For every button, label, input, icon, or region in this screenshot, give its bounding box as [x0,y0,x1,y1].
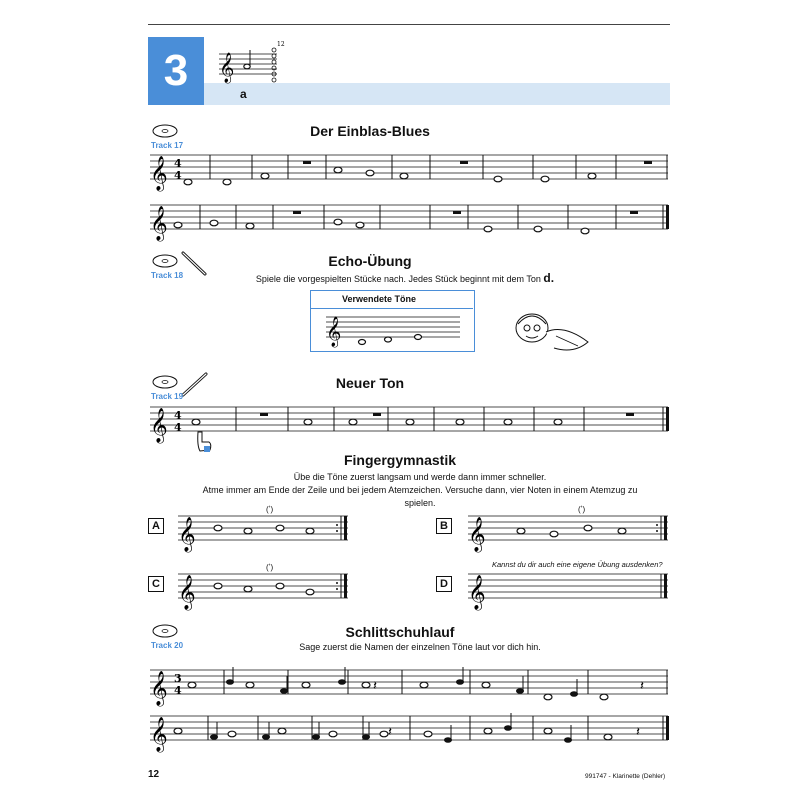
cd-icon [150,622,180,640]
svg-text:𝄞: 𝄞 [150,671,168,706]
staff-schlitt [148,660,672,760]
catalog-number: 991747 - Klarinette (Dehler) [585,773,666,780]
exercise-d-question: Kannst du dir auch eine eigene Übung ausdenken? [492,560,663,569]
svg-text:4: 4 [174,421,182,434]
svg-text:4: 4 [174,157,182,170]
svg-text:𝄞: 𝄞 [150,156,168,191]
svg-text:4: 4 [174,684,182,697]
chapter-new-note: a [240,87,247,101]
pointing-hand-icon [194,430,214,454]
svg-text:𝄽: 𝄽 [640,679,644,694]
used-tones-staff [324,312,464,348]
svg-text:𝄽: 𝄽 [388,725,392,740]
staff-exercise-c [176,568,352,608]
svg-text:𝄞: 𝄞 [150,408,168,443]
finger-instruction-2: Atme immer am Ende der Zeile und bei jedem Atemzeichen. Versuche dann, vier Noten in einem Atemzug zu spielen. [202,485,638,508]
exercise-label-b: B [436,518,452,534]
svg-text:𝄞: 𝄞 [468,575,486,610]
staff-neuer-ton [148,402,672,443]
fingering-chart-icon [268,40,285,84]
breath-mark: (ʼ) [266,505,274,514]
svg-text:3: 3 [174,672,182,685]
track-label: Track 19 [151,392,184,401]
exercise-label-a: A [148,518,164,534]
svg-text:𝄞: 𝄞 [219,53,235,83]
section-title-echo: Echo-Übung [328,253,412,269]
clarinet-icon [180,371,210,399]
schlitt-instruction: Sage zuerst die Namen der einzelnen Töne laut vor dich hin. [299,642,541,652]
chapter-number: 3 [163,46,189,95]
echo-instruction: Spiele die vorgespielten Stücke nach. Jedes Stück beginnt mit dem Ton d. [255,271,555,285]
svg-text:𝄞: 𝄞 [468,517,486,552]
track-label: Track 17 [151,141,184,150]
section-title-einblas: Der Einblas-Blues [310,123,430,139]
cartoon-illustration [504,302,596,358]
page-number: 12 [148,769,160,780]
staff-exercise-d [466,568,672,608]
exercise-label-c: C [148,576,164,592]
exercise-label-d: D [436,576,452,592]
svg-text:𝄞: 𝄞 [178,575,196,610]
breath-mark: (ʼ) [578,505,586,514]
svg-text:𝄽: 𝄽 [373,679,377,694]
used-tones-title: Verwendete Töne [310,290,473,309]
finger-instruction-1: Übe die Töne zuerst langsam und werde dann immer schneller. [293,472,547,482]
section-title-finger: Fingergymnastik [343,452,457,468]
staff-einblas [148,150,672,245]
chapter-band [204,83,670,105]
svg-text:𝄽: 𝄽 [636,725,640,740]
section-title-schlitt: Schlittschuhlauf [345,624,455,640]
svg-text:𝄞: 𝄞 [178,517,196,552]
section-title-neuer-ton: Neuer Ton [335,375,405,391]
svg-text:4: 4 [174,409,182,422]
svg-text:4: 4 [174,169,182,182]
track-label: Track 18 [151,271,184,280]
cd-icon [150,252,180,270]
svg-text:𝄞: 𝄞 [326,317,342,347]
track-label: Track 20 [151,641,184,650]
staff-exercise-b [466,510,672,550]
breath-mark: (ʼ) [266,563,274,572]
staff-exercise-a [176,510,352,550]
echo-start-note: d. [543,271,555,285]
svg-text:𝄞: 𝄞 [150,206,168,241]
top-rule [148,24,670,25]
svg-text:𝄞: 𝄞 [150,717,168,752]
svg-text:12: 12 [277,41,285,48]
cd-icon [150,373,180,391]
cd-icon [150,122,180,140]
